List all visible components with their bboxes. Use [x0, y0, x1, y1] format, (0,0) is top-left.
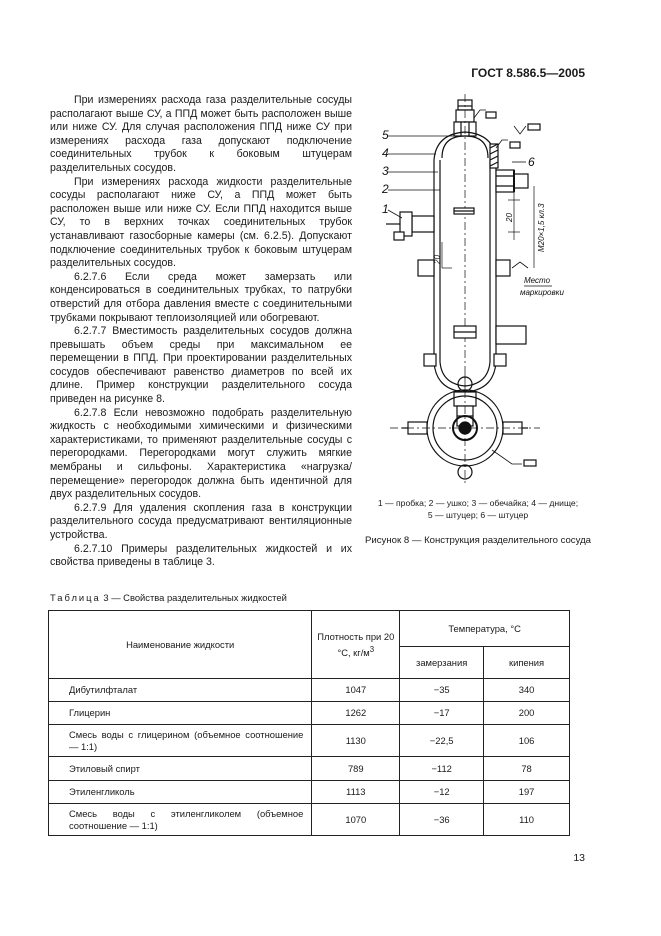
liquids-table: [48, 610, 570, 836]
part-label: 1: [382, 202, 389, 216]
paragraph: 6.2.7.7 Вместимость разделительных сосудов должна превышать объем среды при максимальном ее перемещении в ППД. При проектировании разделительных сосудов обеспечивают равенство диаметров по всей их длине. Пример конструкции разделительного сосуда приведен на рисунке 8.: [50, 325, 352, 406]
paragraph: 6.2.7.10 Примеры разделительных жидкостей и их свойства приведены в таблице 3.: [50, 542, 352, 569]
page-number: 13: [573, 852, 585, 864]
marking-note: маркировки: [520, 288, 564, 297]
figure-legend: 1 — пробка; 2 — ушко; 3 — обечайка; 4 — днище; 5 — штуцер; 6 — штуцер: [377, 498, 579, 520]
thread-label: М20×1,5 кл.3: [537, 203, 546, 252]
paragraph: 6.2.7.9 Для удаления скопления газа в конструкции разделительного сосуда предусматривают вентиляционные устройства.: [50, 501, 352, 541]
table-row: Глицерин 1262 −17 200: [49, 702, 570, 725]
paragraph: При измерениях расхода газа разделительные сосуды располагают выше СУ, а ППД может быть расположен выше или ниже СУ. Для случая расположения ППД ниже СУ при измерениях расхода газа допускают подключение соединительных трубок к боковым штуцерам разделительных сосудов.: [50, 94, 352, 174]
header-temperature: Температура, °С: [400, 611, 570, 647]
header-boiling: кипения: [484, 647, 570, 679]
part-label: 2: [382, 182, 389, 196]
table-row: Смесь воды с глицерином (объемное соотношение — 1:1) 1130 −22,5 106: [49, 725, 570, 757]
body-text: [50, 94, 352, 570]
table-row: Этиловый спирт 789 −112 78: [49, 757, 570, 781]
paragraph: 6.2.7.8 Если невозможно подобрать разделительную жидкость с необходимыми химическими и физическими характеристиками, то применяют разделительные сосуды с перегородками. Перегородками могут служить мягкие мембраны и сильфоны. Характеристика «нагрузка/перемещение» перегородок должна быть идентичной для двух разделительных сосудов.: [50, 406, 352, 501]
part-label: 3: [382, 164, 389, 178]
dimension-label: 20: [433, 255, 442, 264]
header-density: Плотность при 20 °С, $кг/м^3$: [312, 611, 400, 679]
part-label: 5: [382, 128, 389, 142]
figure-caption: Рисунок 8 — Конструкция разделительного сосуда: [364, 535, 592, 546]
table-row: Дибутилфталат 1047 −35 340: [49, 679, 570, 702]
table-row: Смесь воды с этиленгликолем (объемное соотношение — 1:1) 1070 −36 110: [49, 804, 570, 836]
document-code: ГОСТ 8.586.5—2005: [471, 66, 585, 80]
dimension-label: 20: [505, 213, 514, 222]
table-row: Этиленгликоль 1113 −12 197: [49, 781, 570, 804]
paragraph: При измерениях расхода жидкости разделительные сосуды располагают ниже СУ, а ППД может быть расположен выше или ниже СУ. Если ППД находится выше СУ, то в верхних точках соединительных трубок устанавливают газосборные камеры (см. 6.2.5). Допускают подключение соединительных трубок к боковым штуцерам разделительных сосудов.: [50, 175, 352, 270]
table-title: Таблица 3 — Свойства разделительных жидкостей: [50, 592, 287, 603]
part-label: 4: [382, 146, 389, 160]
separator-vessel-drawing: [362, 92, 592, 492]
header-name: Наименование жидкости: [49, 611, 312, 679]
header-freezing: замерзания: [400, 647, 484, 679]
marking-note: Место: [524, 276, 551, 285]
part-label: 6: [528, 155, 535, 169]
paragraph: 6.2.7.6 Если среда может замерзать или конденсироваться в соединительных трубках, то патрубки отверстий для отбора давления вместе с соединительными трубками покрывают теплоизоляцией или обогревают.: [50, 270, 352, 324]
